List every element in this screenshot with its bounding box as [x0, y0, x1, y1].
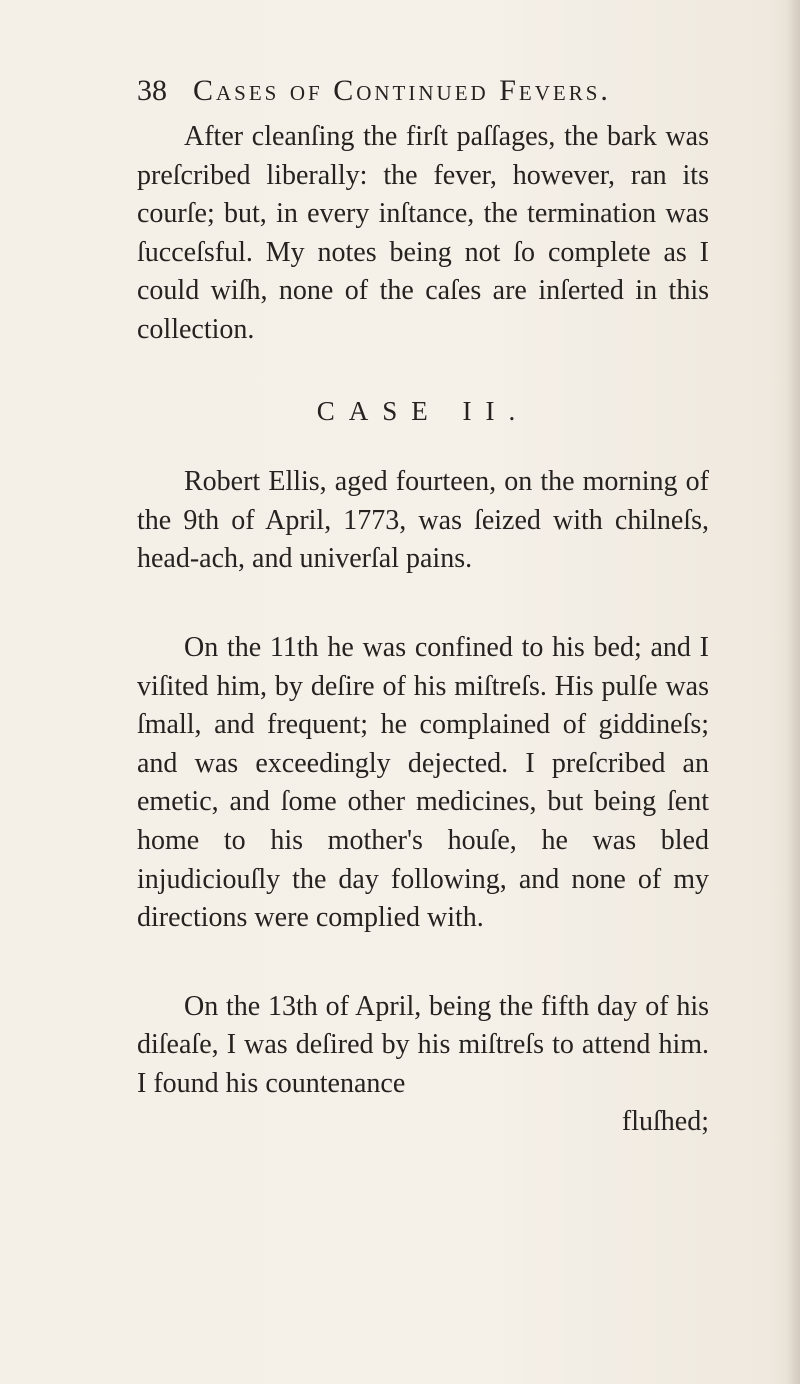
paragraph-eleventh-day: On the 11th he was confined to his bed; and I viſited him, by deſire of his miſtreſs. His pulſe was ſmall, and frequent; he complained of giddineſs; and was exceedingly dejected. I preſcribed an emetic, and ſome other medicines, but being ſent home to his mother's houſe, he was bled injudiciouſly the day following, and none of my directions were complied with. [137, 631, 709, 934]
page-header [137, 74, 697, 118]
page-number: 38 [137, 74, 167, 107]
paragraph-thirteenth-day: On the 13th of April, being the fifth day of his diſeaſe, I was deſired by his miſtreſs to attend him. I found his countenance [137, 990, 709, 1099]
paragraph-case-onset: Robert Ellis, aged fourteen, on the morning of the 9th of April, 1773, was ſeized with chilneſs, head-ach, and univerſal pains. [137, 466, 709, 575]
page-edge-shadow [786, 0, 800, 1384]
page-body [137, 118, 709, 1142]
paragraph-intro: After cleanſing the firſt paſſages, the bark was preſcribed liberally: the fever, however, ran its courſe; but, in every inſtance, the termination was ſucceſsful. My notes being not ſo complete as I could wiſh, none of the caſes are inſerted in this collection. [137, 121, 709, 345]
catchword: fluſhed; [621, 1106, 709, 1138]
case-heading: CASE II. [316, 395, 530, 426]
running-head: Cases of Continued Fevers. [193, 74, 611, 107]
